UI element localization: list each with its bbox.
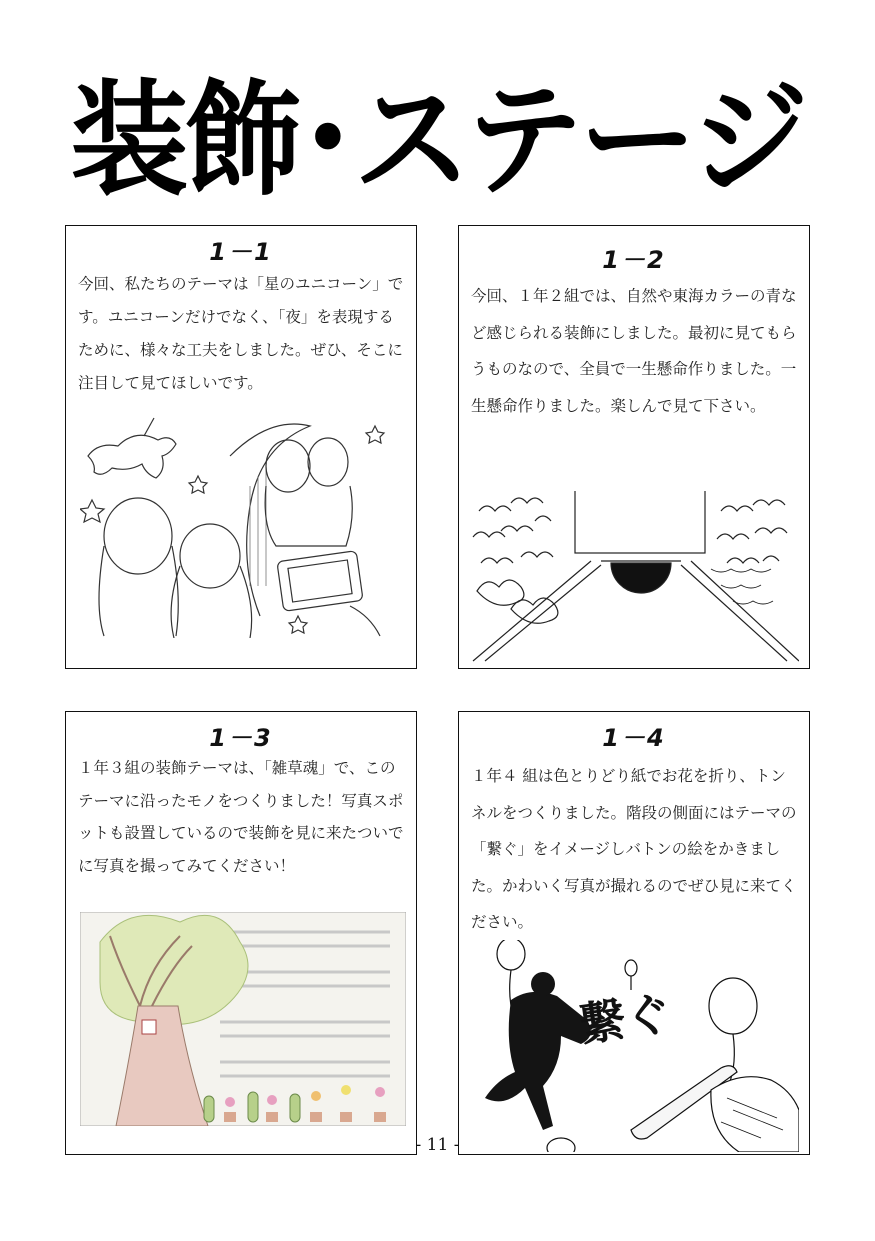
illustration-unicorn-night	[80, 416, 404, 638]
illustration-stage-entrance	[471, 491, 799, 663]
card-heading: 1－4	[602, 724, 666, 752]
drawing-lettering-tsunagu: 繋ぐ	[575, 985, 675, 1053]
card-1-3	[65, 711, 417, 1155]
card-1-4	[458, 711, 810, 1155]
illustration-baton-drawing	[471, 940, 799, 1152]
card-text: 今回、１年２組では、自然や東海カラーの青など感じられる装飾にしました。最初に見てもらうものなので、全員で一生懸命作りました。一生懸命作りました。楽しんで見て下さい。	[471, 287, 797, 415]
card-heading: 1－3	[209, 724, 273, 752]
card-1-2	[458, 225, 810, 669]
page-number: - 11 -	[415, 1135, 460, 1155]
card-heading: 1－1	[209, 238, 273, 266]
card-1-1	[65, 225, 417, 669]
card-text: 今回、私たちのテーマは「星のユニコーン」です。ユニコーンだけでなく、「夜」を表現するために、様々な工夫をしました。ぜひ、そこに注目して見てほしいです。	[78, 275, 404, 392]
card-text: １年４ 組は色とりどり紙でお花を折り、トンネルをつくりました。階段の側面にはテーマの「繋ぐ」をイメージしバトンの絵をかきました。かわいく写真が撮れるのでぜひ見に来てください。	[471, 767, 797, 931]
card-text: １年３組の装飾テーマは、「雑草魂」で、このテーマに沿ったモノをつくりました！写真スポットも設置しているので装飾を見に来たついでに写真を撮ってみてください！	[78, 759, 404, 875]
page-title: 装飾･ステージ	[70, 67, 805, 213]
illustration-tree-photo-spot	[80, 912, 406, 1126]
card-heading: 1－2	[602, 246, 666, 274]
